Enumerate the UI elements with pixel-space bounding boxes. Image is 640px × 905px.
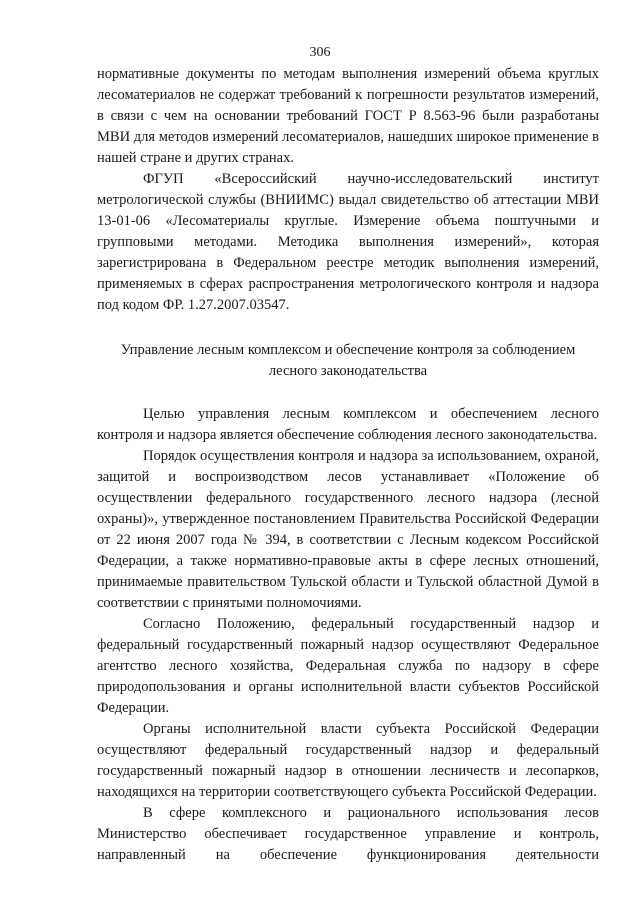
page-body	[97, 64, 599, 866]
paragraph-goal: Целью управления лесным комплексом и обеспечением лесного контроля и надзора является обеспечение соблюдения лесного законодательства.	[97, 406, 599, 443]
page-number: 306	[309, 45, 331, 60]
section-title: Управление лесным комплексом и обеспечение контроля за соблюдением лесного законодательства	[120, 342, 576, 379]
paragraph-continuation: нормативные документы по методам выполнения измерений объема круглых лесоматериалов не содержат требований к погрешности результатов измерений, в связи с чем на основании требований ГОСТ Р 8.563-96 были разработаны МВИ для методов измерений лесоматериалов, нашедших широкое применение в нашей стране и других странах.	[97, 66, 599, 166]
paragraph-regulation: Согласно Положению, федеральный государственный надзор и федеральный государственный пожарный надзор осуществляют Федеральное агентство лесного хозяйства, Федеральная служба по надзору в сфере природопользования и органы исполнительной власти субъектов Российской Федерации.	[97, 616, 599, 716]
paragraph-ministry: В сфере комплексного и рационального использования лесов Министерство обеспечивает государственное управление и контроль, направленный на обеспечение функционирования деятельности	[97, 805, 599, 863]
paragraph-vniims: ФГУП «Всероссийский научно-исследовательский институт метрологической службы (ВНИИМС) выдал свидетельство об аттестации МВИ 13-01-06 «Лесоматериалы круглые. Измерение объема поштучными и групповыми методами. Методика выполнения измерений», которая зарегистрирована в Федеральном реестре методик выполнения измерений, применяемых в сферах распространения метрологического контроля и надзора под кодом ФР. 1.27.2007.03547.	[97, 171, 599, 313]
paragraph-procedure: Порядок осуществления контроля и надзора за использованием, охраной, защитой и воспроизводством лесов устанавливает «Положение об осуществлении федерального государственного лесного надзора (лесной охраны)», утвержденное постановлением Правительства Российской Федерации от 22 июня 2007 года № 394, в соответствии с Лесным кодексом Российской Федерации, а также нормативно-правовые акты в сфере лесных отношений, принимаемые правительством Тульской области и Тульской областной Думой в соответствии с принятыми полномочиями.	[97, 448, 599, 611]
paragraph-authorities: Органы исполнительной власти субъекта Российской Федерации осуществляют федеральный государственный надзор и федеральный государственный пожарный надзор в отношении лесничеств и лесопарков, находящихся на территории соответствующего субъекта Российской Федерации.	[97, 721, 599, 800]
